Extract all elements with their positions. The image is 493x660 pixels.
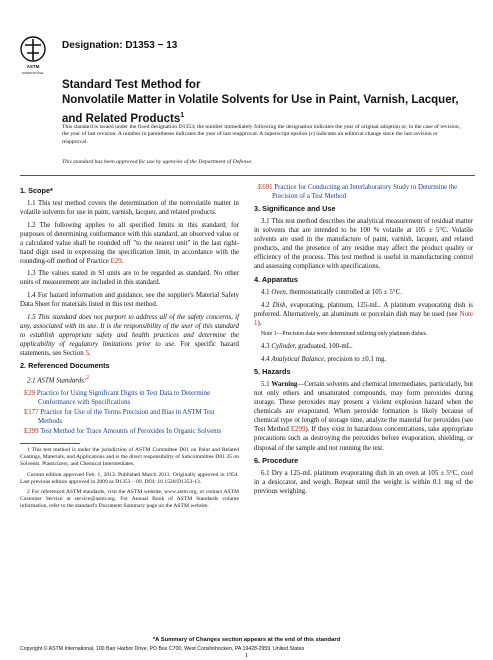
procedure-heading: 6. Procedure	[254, 456, 299, 466]
apparatus-heading: 4. Apparatus	[254, 274, 298, 284]
scope-1-5: 1.5 This standard does not purport to address all of the safety concerns, if any, associated with its use. It is the responsibility of the user of this standard to establish appropriate safety and health practices and determine the applicability of regulatory limitations prior to use. For specific hazard statements, see Section 5.	[20, 313, 240, 357]
e299-link[interactable]: E299	[290, 426, 306, 434]
standard-note: This standard is issued under the fixed designation D1353; the number immediately following the designation indicates the year of original adoption or, in the case of revision, the year of last revision. A number in parentheses indicates the year of last reapproval. A superscript epsilon (ε) indicates an editorial change since the last revision or reapproval.	[62, 124, 461, 145]
right-column	[254, 183, 473, 500]
scope-1-4: 1.4 For hazard information and guidance, see the supplier's Material Safety Data Sheet for materials listed in this test method.	[20, 291, 239, 309]
hazards-heading: 5. Hazards	[254, 367, 291, 377]
page-number: 1	[244, 652, 249, 659]
apparatus-4-4: 4.4 Analytical Balance, precision to ±0.1 mg.	[261, 355, 387, 363]
ref-e691[interactable]: E691 Practice for Conducting an Interlaboratory Study to Determine the Precision of a Test Method	[258, 184, 458, 201]
title-line2: Nonvolatile Matter in Volatile Solvents for Use in Paint, Varnish, Lacquer, and Related Products	[62, 94, 459, 125]
left-column	[20, 183, 239, 513]
document-title	[62, 78, 462, 127]
footnote-1: 1 This test method is under the jurisdiction of ASTM Committee D01 on Paint and Related Coatings, Materials, and Applications and is the direct responsibility of Subcommittee D01.35 on Solvents, Plasticizers, and Chemical Intermediates.	[20, 447, 239, 468]
summary-of-changes-note: *A Summary of Changes section appears at the end of this standard	[152, 637, 341, 643]
apparatus-4-1: 4.1 Oven, thermostatically controlled at 105 ± 5°C.	[261, 288, 402, 296]
scope-heading: 1. Scope*	[20, 186, 53, 195]
apparatus-4-3: 4.3 Cylinder, graduated, 100-mL.	[261, 343, 353, 351]
footnote-1-edition: Current edition approved Feb. 1, 2013. Published March 2013. Originally approved in 1954. Last previous edition approved in 2009 as D1353 – 09. DOI: 10.1520/D1353-13.	[20, 471, 239, 485]
astm-standards-label: 2.1 ASTM Standards:$^2$	[27, 375, 90, 385]
header-rule	[20, 175, 475, 176]
copyright: Copyright © ASTM International, 100 Barr Harbor Drive, PO Box C700, West Conshohocken, PA 19428-2959. United States	[20, 646, 305, 652]
astm-logo	[20, 36, 46, 78]
scope-1-3: 1.3 The values stated in SI units are to be regarded as standard. No other units of measurement are included in this standard.	[20, 270, 239, 287]
hazards-5-1: 5.1 Warning—Certain solvents and chemical intermediates, particularly, but not only ethers and unsaturated compounds, may form peroxides during storage. These peroxides may present a violent explosion hazard when the chemicals are evaporated. When peroxide formation is likely because of chemical type or length of storage time, analyze the material for peroxides (see Test Method E299). If they exist in hazardous concentrations, take appropriate precautions such as destroying the peroxides before evaporation, shielding, or disposal of the sample and not running the test.	[254, 381, 474, 452]
ref-e177[interactable]: E177 Practice for Use of the Terms Precision and Bias in ASTM Test Methods	[24, 409, 215, 426]
approval-note: This standard has been approved for use by agencies of the Department of Defense.	[62, 159, 253, 165]
significance-3-1: 3.1 This test method describes the analytical measurement of residual matter in solvents that are intended to be 100 % volatile at 105 ± 5°C. Volatile solvents are used in the manufacture of paint, varnish, lacquer, and related products, and the presence of any residue may affect the product quality or efficiency of the process. This test method is useful in manufacturing control and assessing compliance with specifications.	[254, 218, 473, 271]
scope-1-1: 1.1 This test method covers the determination of the nonvolatile matter in volatile solvents for use in paint, varnish, lacquer, and related products.	[20, 200, 239, 217]
significance-heading: 3. Significance and Use	[254, 204, 336, 214]
note-1-link[interactable]: Note 1	[254, 310, 473, 327]
title-footnote-mark: 1	[180, 112, 185, 119]
apparatus-4-2: 4.2 Dish, evaporating, platinum, 125-mL. A platinum evaporating dish is preferred. Alternatively, an aluminum or porcelain dish may be used (see Note 1).	[254, 301, 473, 327]
designation: Designation: D1353 − 13	[62, 40, 178, 51]
svg-text:INTERNATIONAL: INTERNATIONAL	[21, 71, 45, 75]
ref-e29[interactable]: E29 Practice for Using Significant Digits in Test Data to Determine Conformance with Specifications	[24, 390, 211, 407]
svg-text:ASTM: ASTM	[26, 64, 40, 69]
note-1: Note 1—Precision data were determined utilizing only platinum dishes.	[261, 331, 428, 338]
footnote-rule	[20, 443, 80, 444]
scope-1-2: 1.2 The following applies to all specified limits in this standard; for purposes of determining conformance with this standard, an observed value or a calculated value shall be rounded off "to the nearest unit" in the last right-hand digit used in expressing the specification limit, in accordance with the rounding-off method of Practice E29.	[20, 221, 239, 265]
procedure-6-1: 6.1 Dry a 125-mL platinum evaporating dish in an oven at 105 ± 5°C, cool in a desiccator, and weigh. Repeat until the weight is within 0.1 mg of the previous weighing.	[254, 470, 473, 496]
footnote-2: 2 For referenced ASTM standards, visit the ASTM website, www.astm.org, or contact ASTM Customer Service at service@astm.org. For Annual Book of ASTM Standards volume information, refer to the standard's Document Summary page on the ASTM website.	[20, 488, 239, 509]
references-heading: 2. Referenced Documents	[20, 361, 110, 371]
e29-link[interactable]: E29	[110, 257, 122, 265]
section-5-link[interactable]: 5	[85, 349, 89, 357]
title-line1: Standard Test Method for	[62, 79, 201, 91]
ref-e299[interactable]: E299 Test Method for Trace Amounts of Peroxides In Organic Solvents	[24, 428, 222, 436]
